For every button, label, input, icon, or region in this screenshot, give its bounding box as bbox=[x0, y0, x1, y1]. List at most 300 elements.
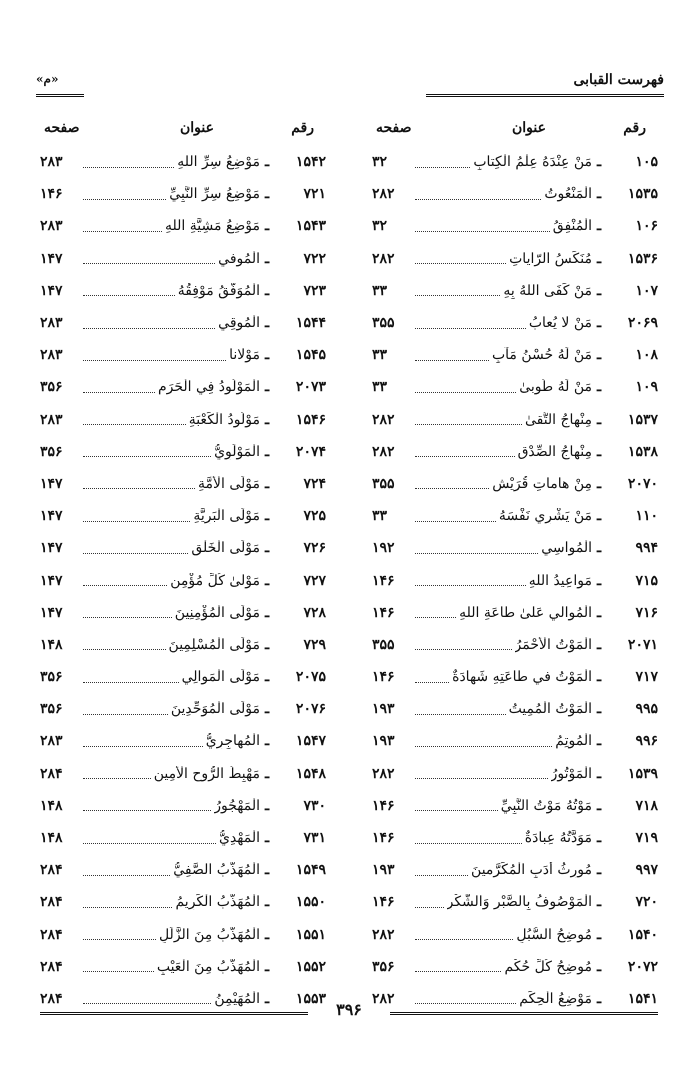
entry-number: ۲۰۷۰ bbox=[627, 475, 658, 492]
entry-number: ۱۰۶ bbox=[635, 218, 658, 235]
entry-number: ۷۱۶ bbox=[635, 604, 658, 621]
entry-title: مَوْضِعُ الْحِكَمِ bbox=[519, 990, 592, 1007]
entry-dash: ـ bbox=[264, 958, 270, 975]
entry-dash: ـ bbox=[264, 636, 270, 653]
dot-leader bbox=[83, 295, 175, 296]
entry-title: الْمَهْجُورُ bbox=[214, 797, 260, 814]
entry-page: ۱۴۷ bbox=[40, 475, 63, 492]
entry-title: الْمُواسِي bbox=[541, 540, 592, 557]
entry-dash: ـ bbox=[264, 282, 270, 299]
index-entry bbox=[372, 693, 658, 725]
entry-number: ۱۵۴۷ bbox=[295, 733, 326, 750]
entry-page: ۱۴۷ bbox=[40, 508, 63, 525]
dot-leader bbox=[83, 553, 188, 554]
index-entry bbox=[372, 532, 658, 564]
running-title: فهرست القبابى bbox=[573, 72, 664, 88]
entry-title: الْمُهَيْمِنُ bbox=[214, 990, 260, 1007]
dot-leader bbox=[415, 649, 512, 650]
index-entry bbox=[372, 468, 658, 500]
entry-title: الْمُهَذَّبُ الصَّفِيُّ bbox=[173, 862, 260, 879]
entry-page: ۲۸۲ bbox=[372, 250, 395, 267]
entry-page: ۳۵۶ bbox=[40, 379, 63, 396]
entry-dash: ـ bbox=[596, 797, 602, 814]
column-header bbox=[40, 116, 326, 146]
entry-title: مَوْلَى الْأُمَّةِ bbox=[198, 475, 260, 492]
dot-leader bbox=[83, 939, 156, 940]
entry-page: ۳۳ bbox=[372, 508, 388, 525]
entry-title: الْمَوْلُودُ فِي الْحَرَمِ bbox=[157, 379, 260, 396]
dot-leader bbox=[415, 907, 444, 908]
entry-page: ۳۵۵ bbox=[372, 475, 395, 492]
dot-leader bbox=[415, 714, 506, 715]
index-entry bbox=[40, 854, 326, 886]
entry-number: ۱۵۴۱ bbox=[627, 990, 658, 1007]
entry-title: مَوْلىٰ كُلِّ مُؤْمِنٍ bbox=[170, 572, 260, 589]
index-entry bbox=[40, 468, 326, 500]
entry-number: ۱۵۳۹ bbox=[627, 765, 658, 782]
dot-leader bbox=[83, 875, 170, 876]
index-entry bbox=[40, 790, 326, 822]
dot-leader bbox=[83, 488, 195, 489]
entry-title: الْمُوفي bbox=[218, 250, 260, 267]
entry-number: ۹۹۷ bbox=[635, 862, 658, 879]
entry-number: ۲۰۷۴ bbox=[295, 443, 326, 460]
dot-leader bbox=[415, 875, 468, 876]
entry-title: مُنَكِّسُ الرّاياتِ bbox=[509, 250, 592, 267]
entry-dash: ـ bbox=[596, 862, 602, 879]
page-footer bbox=[40, 1000, 658, 1030]
entry-dash: ـ bbox=[596, 958, 602, 975]
entry-title: الْمَوْلَوِيُّ bbox=[214, 443, 260, 460]
entry-title: مَوْلَى الْمُسْلِمِينَ bbox=[168, 636, 260, 653]
entry-dash: ـ bbox=[264, 701, 270, 718]
entry-dash: ـ bbox=[264, 411, 270, 428]
entry-page: ۳۵۶ bbox=[40, 701, 63, 718]
entry-page: ۲۸۴ bbox=[40, 894, 63, 911]
header-number: رقم bbox=[623, 120, 646, 136]
entry-page: ۱۹۲ bbox=[372, 540, 395, 557]
entry-number: ۱۵۴۰ bbox=[627, 926, 658, 943]
entry-dash: ـ bbox=[596, 347, 602, 364]
entry-number: ۷۲۳ bbox=[303, 282, 326, 299]
entry-number: ۱۵۵۱ bbox=[295, 926, 326, 943]
dot-leader bbox=[415, 617, 456, 618]
index-entry bbox=[40, 661, 326, 693]
dot-leader bbox=[83, 585, 167, 586]
index-entry bbox=[40, 307, 326, 339]
entry-title: الْمُهَذَّبُ مِنَ الْعَيْبِ bbox=[156, 958, 260, 975]
entry-number: ۷۱۹ bbox=[635, 830, 658, 847]
entry-title: مَوْلُودُ الْكَعْبَةِ bbox=[188, 411, 260, 428]
index-entry bbox=[40, 371, 326, 403]
entry-title: الْمُوالي عَلىٰ طاعَةِ اللهِ bbox=[459, 604, 592, 621]
dot-leader bbox=[83, 714, 168, 715]
entry-number: ۷۲۷ bbox=[303, 572, 326, 589]
header-number: رقم bbox=[291, 120, 314, 136]
dot-leader bbox=[415, 488, 489, 489]
entry-page: ۱۴۷ bbox=[40, 282, 63, 299]
dot-leader bbox=[415, 939, 513, 940]
entry-dash: ـ bbox=[596, 830, 602, 847]
dot-leader bbox=[415, 263, 506, 264]
index-entry bbox=[372, 597, 658, 629]
entry-page: ۱۹۳ bbox=[372, 701, 395, 718]
entry-page: ۳۵۶ bbox=[40, 443, 63, 460]
entry-page: ۱۴۶ bbox=[372, 894, 395, 911]
entry-dash: ـ bbox=[596, 701, 602, 718]
index-entry bbox=[40, 597, 326, 629]
dot-leader bbox=[83, 199, 166, 200]
entry-page: ۲۸۲ bbox=[372, 186, 395, 203]
page-header bbox=[36, 72, 664, 102]
index-entry bbox=[40, 210, 326, 242]
index-entry bbox=[40, 243, 326, 275]
dot-leader bbox=[83, 778, 151, 779]
index-entry bbox=[372, 951, 658, 983]
dot-leader bbox=[415, 843, 522, 844]
entry-page: ۱۹۳ bbox=[372, 862, 395, 879]
entry-number: ۱۱۰ bbox=[635, 508, 658, 525]
index-entry bbox=[40, 822, 326, 854]
dot-leader bbox=[83, 746, 203, 747]
dot-leader bbox=[415, 295, 500, 296]
entry-page: ۲۸۴ bbox=[40, 990, 63, 1007]
entry-number: ۷۲۸ bbox=[303, 604, 326, 621]
entry-page: ۱۴۶ bbox=[372, 572, 395, 589]
entry-page: ۲۸۴ bbox=[40, 862, 63, 879]
entry-title: الْمُهَذَّبُ مِنَ الزَّلَلِ bbox=[158, 926, 260, 943]
entry-page: ۱۹۳ bbox=[372, 733, 395, 750]
entry-dash: ـ bbox=[596, 508, 602, 525]
entry-dash: ـ bbox=[264, 669, 270, 686]
entry-page: ۲۸۲ bbox=[372, 443, 395, 460]
entry-number: ۱۵۴۳ bbox=[295, 218, 326, 235]
entry-title: الْمُوتِمُ bbox=[555, 733, 592, 750]
entry-dash: ـ bbox=[264, 218, 270, 235]
dot-leader bbox=[415, 199, 541, 200]
dot-leader bbox=[415, 360, 489, 361]
entry-page: ۱۴۷ bbox=[40, 250, 63, 267]
index-entry bbox=[40, 339, 326, 371]
entry-page: ۱۴۶ bbox=[372, 669, 395, 686]
entry-dash: ـ bbox=[264, 315, 270, 332]
entry-dash: ـ bbox=[264, 733, 270, 750]
index-entry bbox=[372, 854, 658, 886]
entry-number: ۲۰۷۶ bbox=[295, 701, 326, 718]
entry-title: مَوَدَّتُهُ عِبادَةٌ bbox=[524, 830, 592, 847]
entry-number: ۷۲۲ bbox=[303, 250, 326, 267]
dot-leader bbox=[83, 521, 190, 522]
entry-title: مَنْ يَشْرِي نَفْسَهُ bbox=[498, 508, 592, 525]
index-entry bbox=[40, 886, 326, 918]
entry-title: مُورِثُ أَدَبِ الْمُكَرَّمينَ bbox=[471, 862, 592, 879]
entry-page: ۳۳ bbox=[372, 379, 388, 396]
entry-number: ۷۲۴ bbox=[303, 475, 326, 492]
dot-leader bbox=[83, 167, 174, 168]
entry-page: ۲۸۳ bbox=[40, 411, 63, 428]
entry-page: ۱۴۶ bbox=[40, 186, 63, 203]
dot-leader bbox=[415, 746, 552, 747]
index-entry bbox=[372, 146, 658, 178]
entry-title: مِنْهاجُ التُّقىٰ bbox=[524, 411, 592, 428]
entry-number: ۷۱۸ bbox=[635, 797, 658, 814]
entry-title: مَوْتُهُ مَوْتُ النَّبِيِّ bbox=[500, 797, 592, 814]
entry-title: مُوضِحُ السُّبُلِ bbox=[516, 926, 592, 943]
index-entry bbox=[40, 500, 326, 532]
entry-number: ۱۰۸ bbox=[635, 347, 658, 364]
index-entry bbox=[40, 532, 326, 564]
entry-number: ۱۵۵۰ bbox=[295, 894, 326, 911]
entry-dash: ـ bbox=[264, 443, 270, 460]
entry-title: مُوضِحُ كُلِّ حُكْمٍ bbox=[504, 958, 592, 975]
entry-page: ۳۳ bbox=[372, 282, 388, 299]
dot-leader bbox=[83, 649, 166, 650]
entry-dash: ـ bbox=[264, 572, 270, 589]
dot-leader bbox=[83, 263, 215, 264]
entry-dash: ـ bbox=[596, 475, 602, 492]
entry-dash: ـ bbox=[596, 218, 602, 235]
entry-page: ۱۴۷ bbox=[40, 572, 63, 589]
entry-dash: ـ bbox=[596, 154, 602, 171]
header-title: عنوان bbox=[512, 120, 546, 136]
entry-dash: ـ bbox=[264, 894, 270, 911]
entry-page: ۲۸۳ bbox=[40, 218, 63, 235]
index-entry bbox=[372, 307, 658, 339]
dot-leader bbox=[415, 585, 526, 586]
header-rule-left bbox=[36, 94, 84, 97]
entry-dash: ـ bbox=[596, 379, 602, 396]
entry-page: ۱۴۶ bbox=[372, 797, 395, 814]
entry-title: الْمُوَفَّقُ مَوْفِقُهُ bbox=[177, 282, 260, 299]
dot-leader bbox=[83, 843, 216, 844]
entry-title: مَوْلَى الْبَرِيَّةِ bbox=[193, 508, 260, 525]
entry-dash: ـ bbox=[264, 765, 270, 782]
entry-dash: ـ bbox=[596, 315, 602, 332]
entry-dash: ـ bbox=[596, 443, 602, 460]
entry-title: الْمُهَذَّبُ الْكَرِيمُ bbox=[175, 894, 260, 911]
entry-page: ۳۵۶ bbox=[40, 669, 63, 686]
entry-title: الْمَوْصُوفُ بِالصَّبْرِ وَالشُّكْرِ bbox=[446, 894, 592, 911]
entry-dash: ـ bbox=[596, 186, 602, 203]
entry-page: ۱۴۶ bbox=[372, 830, 395, 847]
entry-number: ۷۲۹ bbox=[303, 636, 326, 653]
entry-dash: ـ bbox=[596, 572, 602, 589]
dot-leader bbox=[83, 810, 211, 811]
entry-title: الْمُهاجِرِيُّ bbox=[205, 733, 260, 750]
entry-number: ۱۵۴۸ bbox=[295, 765, 326, 782]
dot-leader bbox=[83, 392, 155, 393]
entry-number: ۷۳۱ bbox=[303, 830, 326, 847]
index-entry bbox=[40, 919, 326, 951]
entry-page: ۳۵۶ bbox=[372, 958, 395, 975]
entry-number: ۲۰۶۹ bbox=[627, 315, 658, 332]
entry-dash: ـ bbox=[264, 862, 270, 879]
entry-number: ۱۵۴۹ bbox=[295, 862, 326, 879]
entry-dash: ـ bbox=[596, 540, 602, 557]
index-entry bbox=[372, 886, 658, 918]
entry-page: ۱۴۷ bbox=[40, 540, 63, 557]
entry-dash: ـ bbox=[264, 508, 270, 525]
entry-dash: ـ bbox=[264, 347, 270, 364]
index-entry bbox=[372, 758, 658, 790]
entry-title: مَنْ لَهُ طُوبىٰ bbox=[519, 379, 592, 396]
entry-number: ۲۰۷۳ bbox=[295, 379, 326, 396]
index-entry bbox=[372, 725, 658, 757]
entry-dash: ـ bbox=[596, 282, 602, 299]
entry-page: ۲۸۲ bbox=[372, 926, 395, 943]
entry-list bbox=[372, 146, 658, 1015]
entry-page: ۱۴۸ bbox=[40, 830, 63, 847]
page-marker: «م» bbox=[36, 72, 59, 86]
entry-page: ۲۸۳ bbox=[40, 733, 63, 750]
index-entry bbox=[372, 178, 658, 210]
entry-page: ۲۸۲ bbox=[372, 990, 395, 1007]
dot-leader bbox=[415, 778, 548, 779]
dot-leader bbox=[415, 392, 516, 393]
entry-number: ۱۵۳۸ bbox=[627, 443, 658, 460]
entry-title: الْمَوْتُ الْمُمِيتُ bbox=[508, 701, 592, 718]
entry-number: ۱۵۳۵ bbox=[627, 186, 658, 203]
right-column bbox=[372, 116, 658, 1015]
entry-number: ۷۱۵ bbox=[635, 572, 658, 589]
entry-dash: ـ bbox=[596, 990, 602, 1007]
entry-dash: ـ bbox=[596, 765, 602, 782]
header-page: صفحه bbox=[376, 120, 412, 136]
entry-title: مَوْلَى الْمُؤْمِنِينَ bbox=[174, 604, 260, 621]
entry-number: ۱۵۴۴ bbox=[295, 315, 326, 332]
index-entry bbox=[40, 725, 326, 757]
entry-dash: ـ bbox=[264, 154, 270, 171]
dot-leader bbox=[415, 521, 496, 522]
entry-number: ۱۰۹ bbox=[635, 379, 658, 396]
entry-page: ۲۸۲ bbox=[372, 765, 395, 782]
index-entry bbox=[40, 275, 326, 307]
left-column bbox=[40, 116, 326, 1015]
entry-number: ۱۵۵۳ bbox=[295, 990, 326, 1007]
index-entry bbox=[40, 436, 326, 468]
dot-leader bbox=[415, 167, 470, 168]
index-entry bbox=[372, 436, 658, 468]
index-entry bbox=[40, 951, 326, 983]
entry-dash: ـ bbox=[596, 894, 602, 911]
entry-number: ۷۳۰ bbox=[303, 797, 326, 814]
index-entry bbox=[372, 210, 658, 242]
entry-page: ۲۸۴ bbox=[40, 926, 63, 943]
entry-dash: ـ bbox=[264, 797, 270, 814]
entry-title: مَنْ عِنْدَهُ عِلْمُ الْكِتابِ bbox=[473, 154, 592, 171]
entry-page: ۲۸۳ bbox=[40, 315, 63, 332]
entry-dash: ـ bbox=[596, 250, 602, 267]
index-entry bbox=[372, 339, 658, 371]
entry-number: ۷۲۶ bbox=[303, 540, 326, 557]
header-page: صفحه bbox=[44, 120, 80, 136]
entry-title: مِنْ هاماتِ قُرَيْشٍ bbox=[492, 475, 592, 492]
entry-page: ۱۴۸ bbox=[40, 636, 63, 653]
index-columns bbox=[40, 116, 658, 1007]
entry-title: مَوْضِعُ سِرِّ اللهِ bbox=[177, 154, 260, 171]
entry-title: مِنْهاجُ الصِّدْقِ bbox=[517, 443, 592, 460]
header-rule-right bbox=[426, 94, 664, 97]
dot-leader bbox=[83, 424, 186, 425]
entry-page: ۲۸۳ bbox=[40, 347, 63, 364]
entry-number: ۱۰۷ bbox=[635, 282, 658, 299]
entry-title: الْمَوْتُورُ bbox=[550, 765, 592, 782]
dot-leader bbox=[83, 907, 172, 908]
dot-leader bbox=[415, 231, 550, 232]
entry-page: ۱۴۷ bbox=[40, 604, 63, 621]
index-entry bbox=[372, 822, 658, 854]
index-entry bbox=[40, 404, 326, 436]
entry-title: مَنْ كَفَى اللهُ بِهِ bbox=[503, 282, 592, 299]
entry-dash: ـ bbox=[264, 250, 270, 267]
entry-dash: ـ bbox=[264, 475, 270, 492]
entry-title: مَنْ لا يُعابُ bbox=[528, 315, 592, 332]
entry-title: مَوْلَى الْمُوَحِّدِينَ bbox=[170, 701, 260, 718]
entry-number: ۷۲۵ bbox=[303, 508, 326, 525]
entry-page: ۳۳ bbox=[372, 347, 388, 364]
entry-title: مَوْلَى الْمَوالِي bbox=[181, 669, 260, 686]
entry-dash: ـ bbox=[264, 830, 270, 847]
entry-dash: ـ bbox=[264, 926, 270, 943]
page-number: ۳۹۶ bbox=[336, 1000, 362, 1019]
entry-page: ۲۸۴ bbox=[40, 765, 63, 782]
entry-dash: ـ bbox=[264, 186, 270, 203]
entry-page: ۳۲ bbox=[372, 154, 388, 171]
entry-number: ۲۰۷۱ bbox=[627, 636, 658, 653]
dot-leader bbox=[83, 682, 179, 683]
entry-number: ۹۹۶ bbox=[635, 733, 658, 750]
entry-number: ۲۰۷۲ bbox=[627, 958, 658, 975]
dot-leader bbox=[83, 971, 154, 972]
dot-leader bbox=[83, 617, 172, 618]
index-entry bbox=[372, 500, 658, 532]
dot-leader bbox=[83, 328, 215, 329]
entry-page: ۲۸۴ bbox=[40, 958, 63, 975]
entry-title: مَهْبِطُ الرُّوحِ الْأَمِينِ bbox=[153, 765, 260, 782]
entry-title: مَوْضِعُ مَشِيَّةِ اللهِ bbox=[165, 218, 260, 235]
entry-dash: ـ bbox=[264, 990, 270, 1007]
dot-leader bbox=[415, 810, 498, 811]
entry-number: ۱۰۵ bbox=[635, 154, 658, 171]
entry-number: ۷۱۷ bbox=[635, 669, 658, 686]
entry-number: ۱۵۵۲ bbox=[295, 958, 326, 975]
entry-page: ۳۵۵ bbox=[372, 636, 395, 653]
dot-leader bbox=[415, 553, 538, 554]
index-entry bbox=[40, 564, 326, 596]
entry-title: الْمَهْدِيُّ bbox=[218, 830, 260, 847]
entry-dash: ـ bbox=[264, 604, 270, 621]
column-header bbox=[372, 116, 658, 146]
entry-title: مَنْ لَهُ حُسْنُ مَآبٍ bbox=[491, 347, 592, 364]
entry-number: ۱۵۴۶ bbox=[295, 411, 326, 428]
entry-page: ۱۴۸ bbox=[40, 797, 63, 814]
index-entry bbox=[372, 275, 658, 307]
entry-page: ۳۲ bbox=[372, 218, 388, 235]
entry-dash: ـ bbox=[264, 379, 270, 396]
dot-leader bbox=[415, 424, 522, 425]
index-entry bbox=[372, 404, 658, 436]
index-entry bbox=[40, 178, 326, 210]
entry-title: الْمَوْتُ في طاعَتِهِ شَهادَةٌ bbox=[452, 669, 592, 686]
entry-title: الْمَنْعُوتُ bbox=[544, 186, 592, 203]
entry-dash: ـ bbox=[596, 604, 602, 621]
entry-number: ۱۵۴۵ bbox=[295, 347, 326, 364]
dot-leader bbox=[415, 328, 526, 329]
entry-title: الْمُنْفِقُ bbox=[552, 218, 592, 235]
index-entry bbox=[372, 371, 658, 403]
index-entry bbox=[372, 629, 658, 661]
dot-leader bbox=[415, 682, 449, 683]
